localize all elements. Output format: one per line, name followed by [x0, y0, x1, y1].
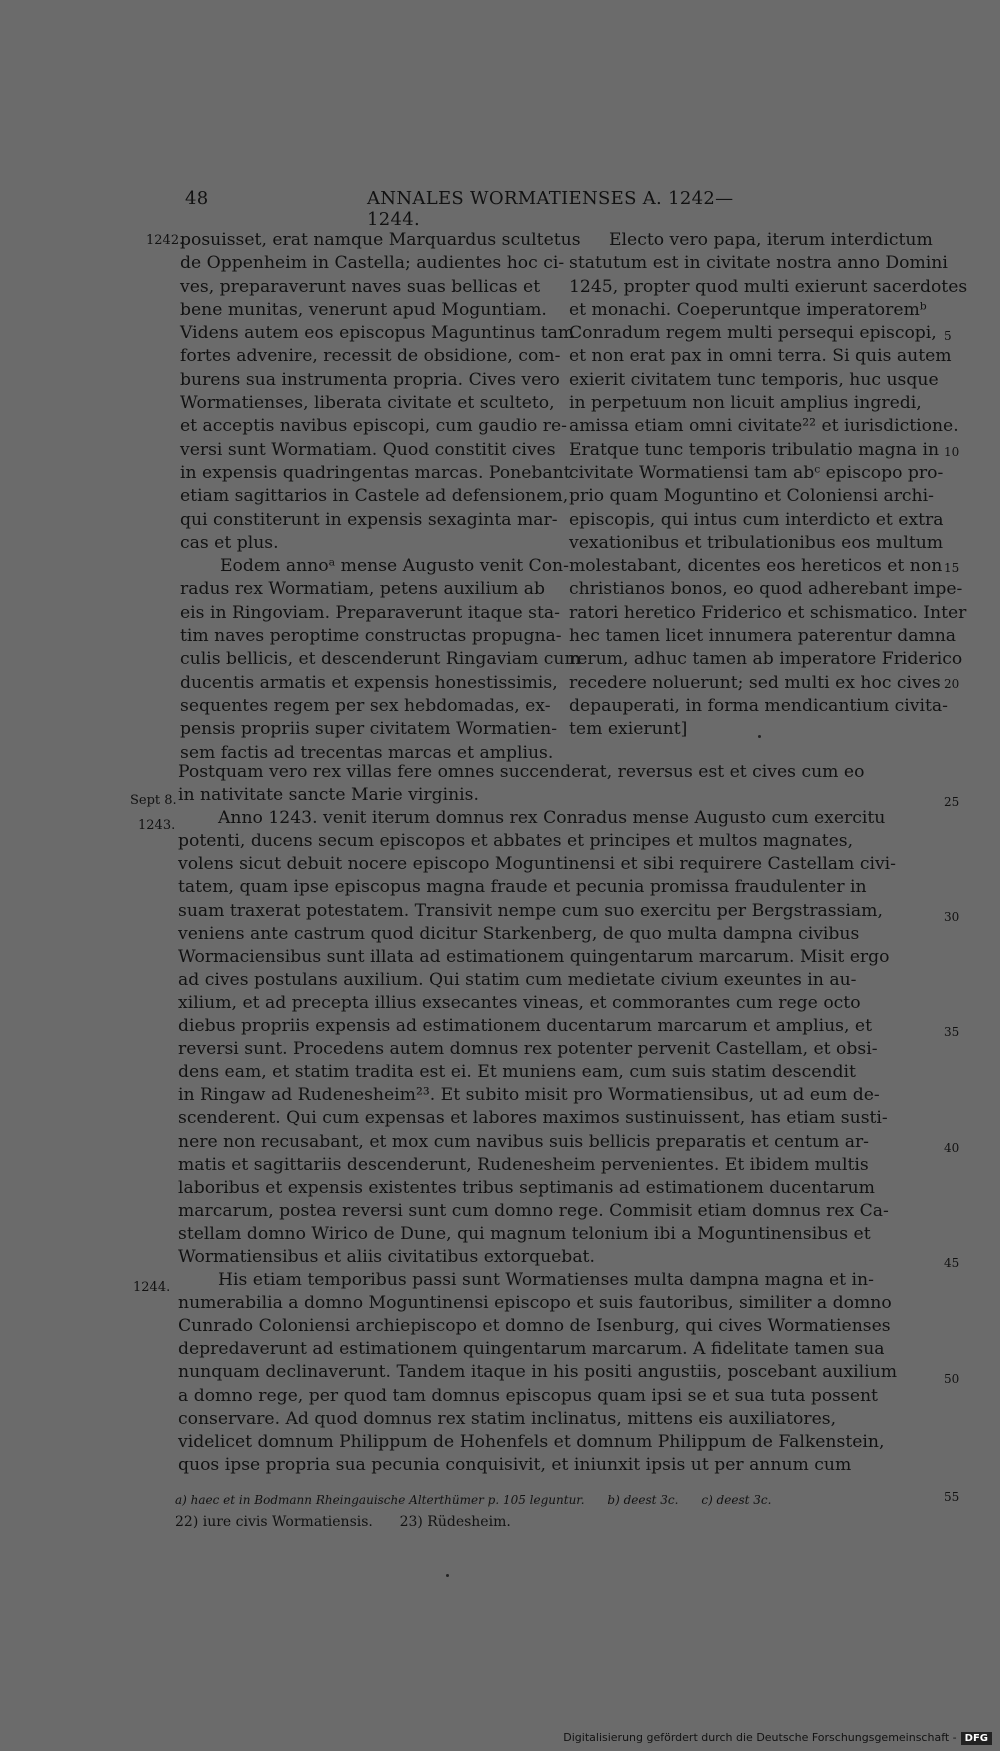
left-column-line: etiam sagittarios in Castele ad defensionem,: [180, 486, 569, 507]
left-column-line: ves, preparaverunt naves suas bellicas et: [180, 276, 541, 297]
line-number-30: 30: [944, 910, 960, 924]
right-column-line: exierit civitatem tunc temporis, huc usque: [569, 369, 939, 390]
right-column-line: ratori heretico Friderico et schismatico. Inter: [569, 602, 967, 623]
scan-speck: [758, 735, 761, 738]
footnote-letters: a) haec et in Bodmann Rheingauische Alterthümer p. 105 leguntur. b) deest 3c. c) deest 3c.: [175, 1493, 772, 1507]
margin-year-1244: 1244.: [133, 1280, 171, 1295]
left-column-line: sem factis ad trecentas marcas et amplius.: [180, 742, 554, 763]
left-column-line: Eodem annoᵃ mense Augusto venit Con-: [220, 556, 569, 577]
line-number-25: 25: [944, 795, 960, 809]
left-column-line: bene munitas, venerunt apud Moguntiam.: [180, 299, 547, 320]
line-number-5: 5: [944, 329, 952, 343]
full-width-line: numerabilia a domno Moguntinensi episcopo et suis fautoribus, similiter a domno: [178, 1293, 892, 1314]
full-width-line: xilium, et ad precepta illius exsecantes vineas, et commorantes cum rege octo: [178, 992, 861, 1013]
full-width-line: potenti, ducens secum episcopos et abbates et principes et multos magnates,: [178, 831, 854, 852]
full-width-line: Postquam vero rex villas fere omnes succenderat, reversus est et cives cum eo: [178, 762, 865, 782]
margin-year-1242: 1242.: [146, 233, 184, 248]
line-number-20: 20: [944, 677, 960, 691]
line-number-45: 45: [944, 1256, 960, 1270]
right-column-line: vexationibus et tribulationibus eos multum: [569, 532, 944, 553]
footnotes: [175, 1489, 771, 1533]
left-column-line: tim naves peroptime constructas propugna-: [180, 626, 562, 647]
right-column-line: tem exierunt]: [569, 719, 688, 740]
right-column-line: recedere noluerunt; sed multi ex hoc cives: [569, 672, 941, 693]
left-column-line: culis bellicis, et descenderunt Ringaviam cum: [180, 649, 581, 670]
full-width-line: in Ringaw ad Rudenesheim²³. Et subito misit pro Wormatiensibus, ut ad eum de-: [178, 1085, 880, 1106]
right-column-line: molestabant, dicentes eos hereticos et non: [569, 556, 943, 577]
left-column-line: Videns autem eos episcopus Maguntinus tam: [180, 323, 575, 344]
full-width-line: depredaverunt ad estimationem quingentarum marcarum. A fidelitate tamen sua: [178, 1339, 885, 1360]
left-column-line: qui constiterunt in expensis sexaginta mar-: [180, 509, 558, 530]
dfg-logo: DFG: [961, 1732, 992, 1745]
full-width-line: His etiam temporibus passi sunt Wormatienses multa dampna magna et in-: [218, 1270, 874, 1291]
left-column-line: radus rex Wormatiam, petens auxilium ab: [180, 579, 546, 600]
line-number-50: 50: [944, 1372, 960, 1386]
full-width-line: veniens ante castrum quod dicitur Starkenberg, de quo multa dampna civibus: [178, 923, 860, 944]
left-column-line: de Oppenheim in Castella; audientes hoc ci-: [180, 253, 565, 274]
full-width-line: tatem, quam ipse episcopus magna fraude et pecunia promissa fraudulenter in: [178, 877, 867, 898]
left-column: [180, 229, 581, 765]
right-column-line: episcopis, qui intus cum interdicto et extra: [569, 509, 944, 530]
full-width-line: a domno rege, per quod tam domnus episcopus quam ipsi se et sua tuta possent: [178, 1385, 878, 1406]
full-width-line: nere non recusabant, et mox cum navibus suis bellicis preparatis et centum ar-: [178, 1131, 869, 1152]
left-column-line: pensis propriis super civitatem Wormatien-: [180, 719, 558, 740]
full-width-line: laboribus et expensis existentes tribus septimanis ad estimationem ducentarum: [178, 1177, 875, 1198]
full-width-line: suam traxerat potestatem. Transivit nempe cum suo exercitu per Bergstrassiam,: [178, 900, 883, 921]
right-column-line: et monachi. Coeperuntque imperatoremᵇ: [569, 299, 927, 320]
full-width-line: in nativitate sancte Marie virginis.: [178, 785, 479, 806]
left-column-line: eis in Ringoviam. Preparaverunt itaque sta-: [180, 602, 560, 623]
scan-speck: [446, 1574, 449, 1577]
left-column-line: Wormatienses, liberata civitate et sculteto,: [180, 393, 555, 414]
right-column-line: Eratque tunc temporis tribulatio magna in: [569, 439, 940, 460]
left-column-line: burens sua instrumenta propria. Cives vero: [180, 369, 560, 390]
full-width-line: Wormatiensibus et aliis civitatibus extorquebat.: [178, 1246, 595, 1267]
line-number-35: 35: [944, 1025, 960, 1039]
full-width-line: conservare. Ad quod domnus rex statim inclinatus, mittens eis auxiliatores,: [178, 1408, 837, 1429]
right-column-line: civitate Wormatiensi tam abᶜ episcopo pro-: [569, 462, 944, 483]
full-width-line: quos ipse propria sua pecunia conquisivit, et iniunxit ipsis ut per annum cum: [178, 1454, 852, 1475]
left-column-line: fortes advenire, recessit de obsidione, com-: [180, 346, 561, 367]
left-column-line: posuisset, erat namque Marquardus scultetus: [180, 230, 581, 250]
full-width-line: Wormaciensibus sunt illata ad estimationem quingentarum marcarum. Misit ergo: [178, 946, 890, 967]
full-width-line: scenderent. Qui cum expensas et labores maximos sustinuissent, has etiam susti-: [178, 1108, 888, 1129]
full-width-line: diebus propriis expensis ad estimationem ducentarum marcarum et amplius, et: [178, 1016, 873, 1037]
right-column-line: 1245, propter quod multi exierunt sacerdotes: [569, 276, 968, 297]
left-column-line: cas et plus.: [180, 532, 279, 553]
full-width-line: stellam domno Wirico de Dune, qui magnum telonium ibi a Moguntinensibus et: [178, 1223, 871, 1244]
full-width-line: ad cives postulans auxilium. Qui statim cum medietate civium exeuntes in au-: [178, 969, 857, 990]
digitization-credit: [563, 1731, 992, 1745]
running-title: ANNALES WORMATIENSES A. 1242—1244.: [367, 188, 734, 230]
line-number-15: 15: [944, 561, 960, 575]
left-column-line: in expensis quadringentas marcas. Ponebant: [180, 462, 571, 483]
right-column-line: Electo vero papa, iterum interdictum: [609, 230, 933, 250]
full-width-line: nunquam declinaverunt. Tandem itaque in his positi angustiis, poscebant auxilium: [178, 1362, 898, 1383]
full-width-line: reversi sunt. Procedens autem domnus rex potenter pervenit Castellam, et obsi-: [178, 1039, 878, 1060]
credit-text: Digitalisierung gefördert durch die Deutsche Forschungsgemeinschaft -: [563, 1731, 957, 1744]
full-width-line: volens sicut debuit nocere episcopo Moguntinensi et sibi requirere Castellam civi-: [178, 854, 896, 875]
right-column-line: in perpetuum non licuit amplius ingredi,: [569, 393, 922, 414]
full-width-text: [178, 761, 898, 1477]
full-width-line: matis et sagittariis descenderunt, Rudenesheim pervenientes. Et ibidem multis: [178, 1154, 869, 1175]
right-column-line: rerum, adhuc tamen ab imperatore Friderico: [569, 649, 963, 670]
margin-date-sept-8: Sept 8.: [130, 793, 177, 808]
full-width-line: dens eam, et statim tradita est ei. Et muniens eam, cum suis statim descendit: [178, 1062, 856, 1083]
full-width-line: Anno 1243. venit iterum domnus rex Conradus mense Augusto cum exercitu: [218, 808, 886, 829]
full-width-line: videlicet domnum Philippum de Hohenfels et domnum Philippum de Falkenstein,: [178, 1431, 885, 1452]
right-column-line: statutum est in civitate nostra anno Domini: [569, 253, 948, 274]
margin-year-1243: 1243.: [138, 818, 176, 833]
right-column-line: hec tamen licet innumera paterentur damna: [569, 626, 957, 647]
right-column-line: depauperati, in forma mendicantium civita-: [569, 695, 948, 716]
line-number-40: 40: [944, 1141, 960, 1155]
line-number-55: 55: [944, 1490, 960, 1504]
right-column-line: christianos bonos, eo quod adherebant impe-: [569, 579, 963, 600]
left-column-line: sequentes regem per sex hebdomadas, ex-: [180, 695, 551, 716]
right-column-line: amissa etiam omni civitate²² et iurisdictione.: [569, 416, 959, 437]
page-number: 48: [185, 188, 209, 209]
full-width-line: Cunrado Coloniensi archiepiscopo et domno de Isenburg, qui cives Wormatienses: [178, 1316, 891, 1337]
right-column-line: prio quam Moguntino et Coloniensi archi-: [569, 486, 934, 507]
left-column-line: ducentis armatis et expensis honestissimis,: [180, 672, 558, 693]
footnote-numbers: 22) iure civis Wormatiensis. 23) Rüdesheim.: [175, 1514, 511, 1530]
left-column-line: versi sunt Wormatiam. Quod constitit cives: [180, 439, 556, 460]
right-column-line: et non erat pax in omni terra. Si quis autem: [569, 346, 952, 367]
full-width-line: marcarum, postea reversi sunt cum domno rege. Commisit etiam domnus rex Ca-: [178, 1200, 889, 1221]
line-number-10: 10: [944, 445, 960, 459]
left-column-line: et acceptis navibus episcopi, cum gaudio re-: [180, 416, 567, 437]
right-column-line: Conradum regem multi persequi episcopi,: [569, 323, 937, 344]
